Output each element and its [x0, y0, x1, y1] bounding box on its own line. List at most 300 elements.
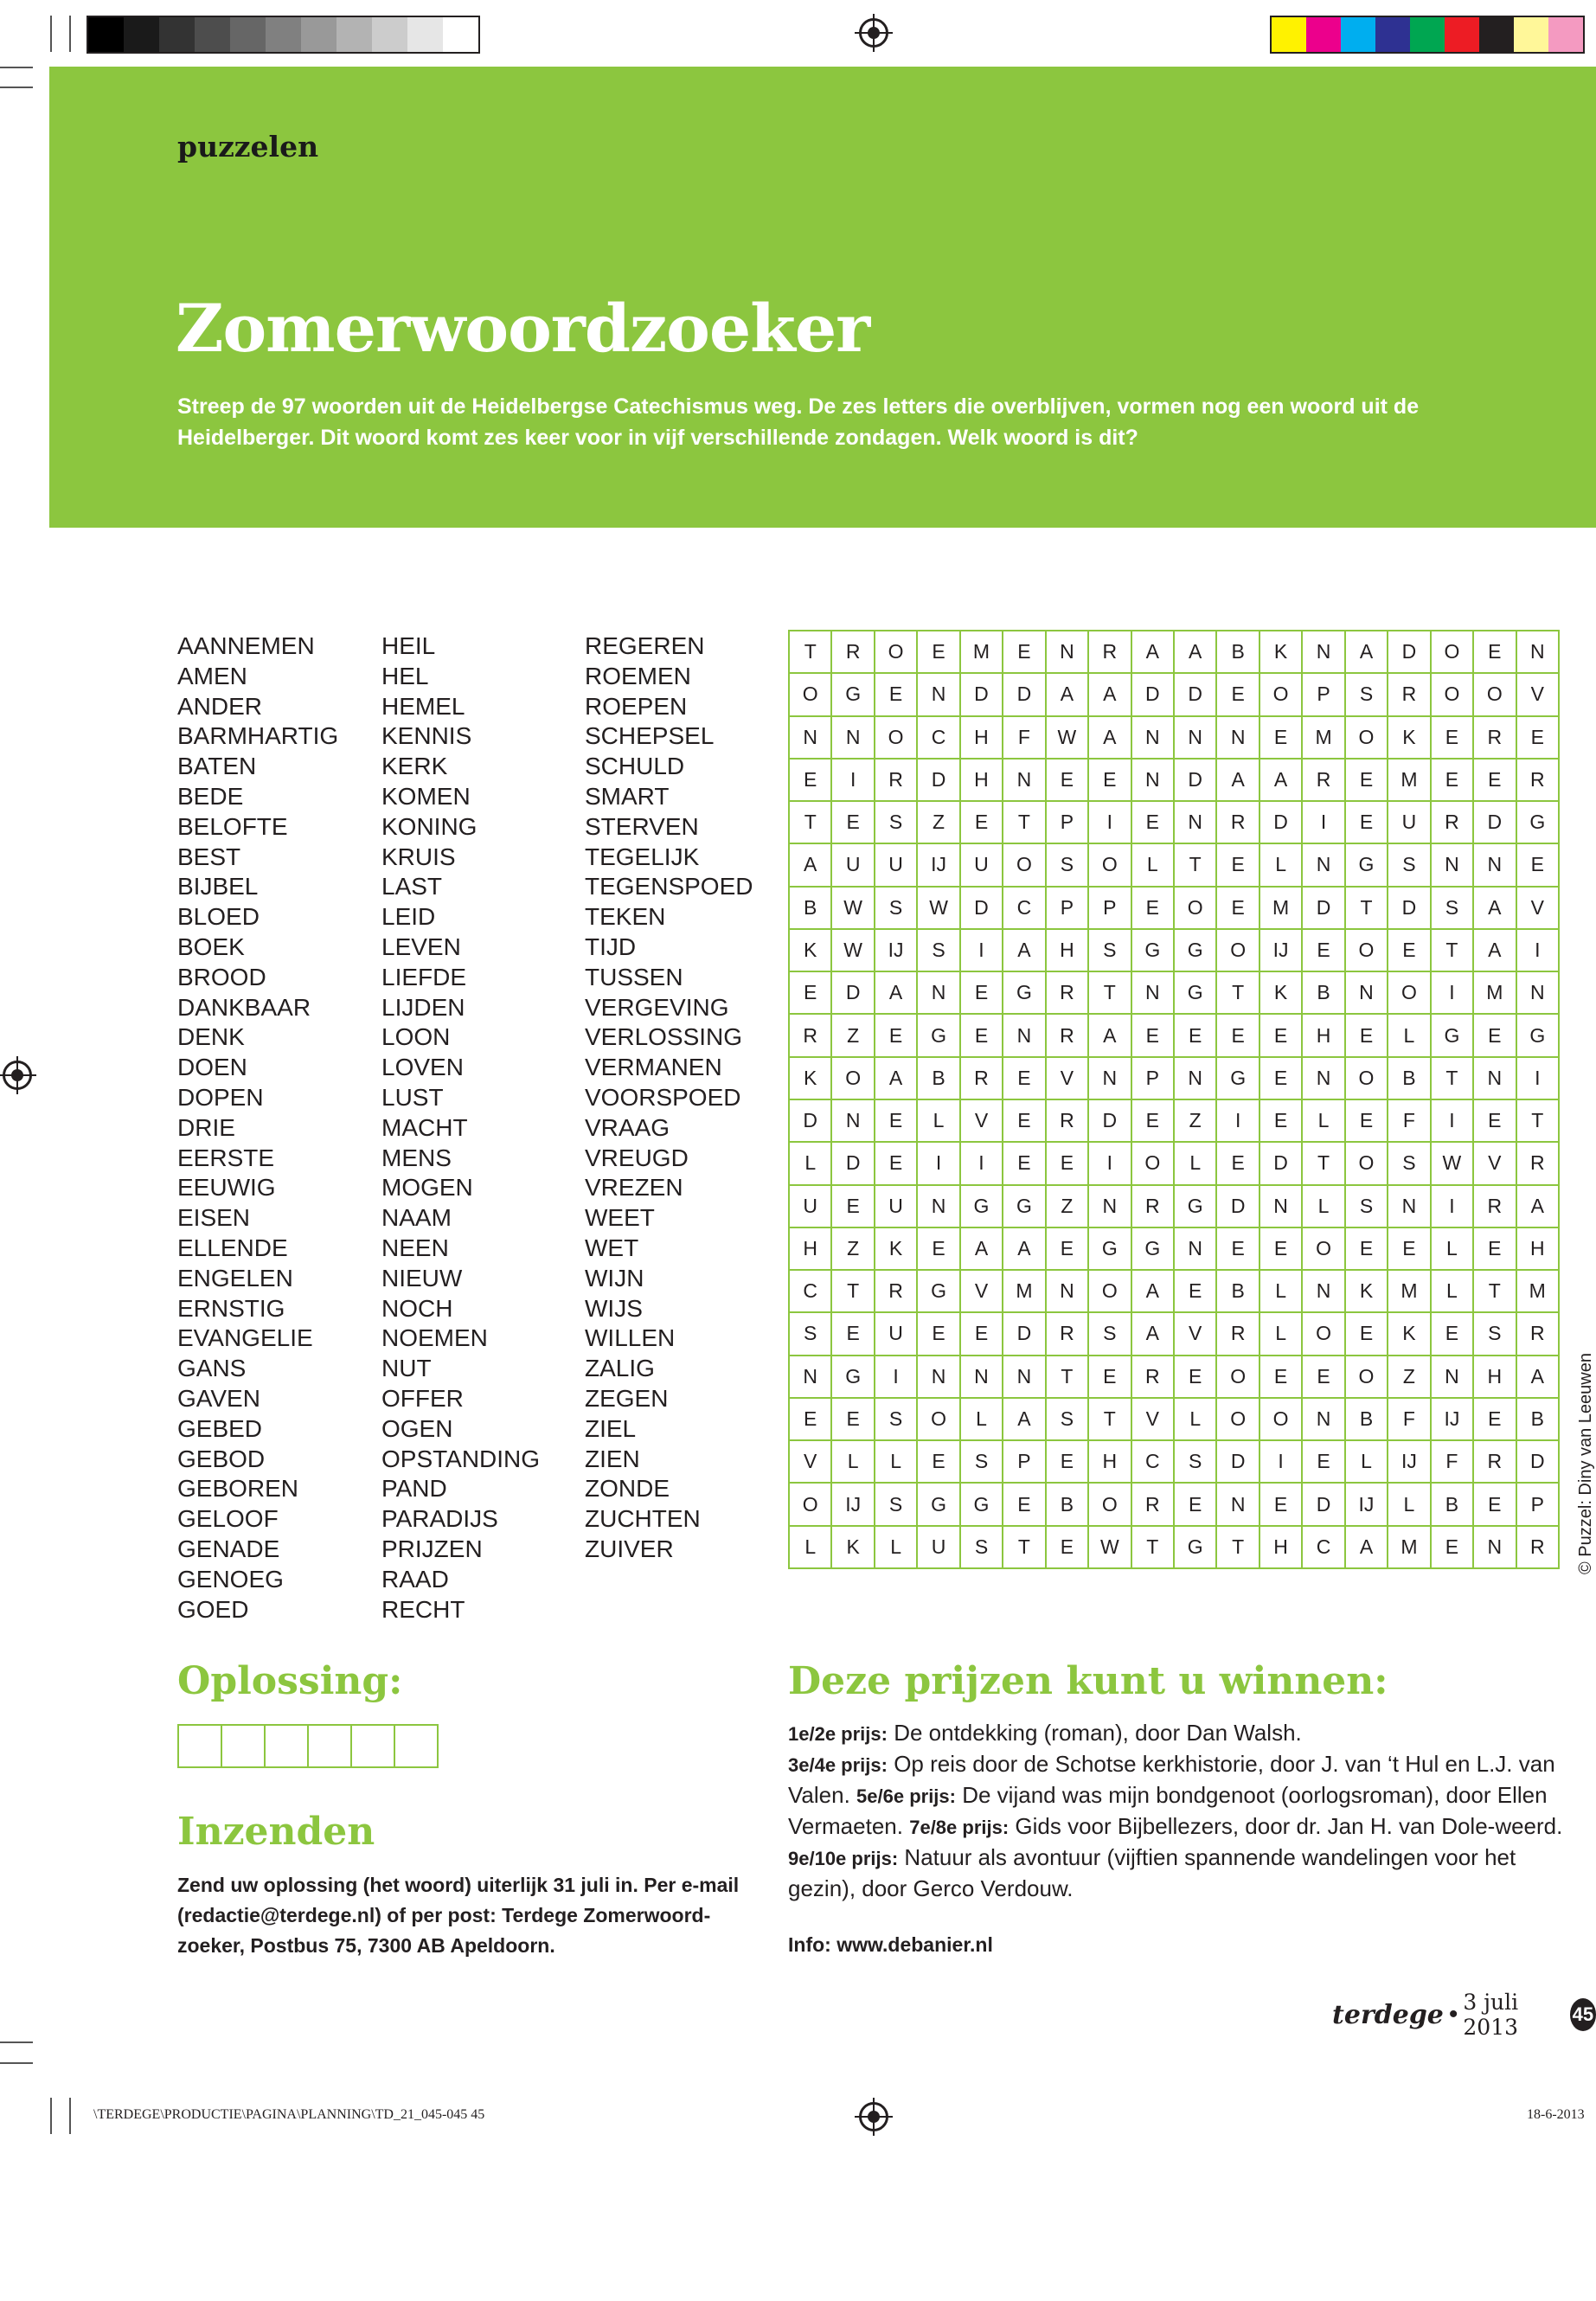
grid-cell: E: [1303, 1441, 1345, 1484]
crop-mark: [0, 2062, 33, 2064]
grid-cell: E: [1474, 760, 1516, 802]
grid-cell: E: [875, 1015, 918, 1057]
word-list-item: OPSTANDING: [381, 1445, 541, 1472]
grid-cell: R: [875, 760, 918, 802]
grid-cell: D: [1474, 802, 1516, 844]
word-list-item: ROEPEN: [585, 692, 688, 720]
word-list-item: WEET: [585, 1204, 655, 1232]
grid-cell: I: [1260, 1441, 1303, 1484]
grid-cell: E: [1175, 1271, 1217, 1313]
word-list-item: DOPEN: [177, 1083, 264, 1111]
grid-cell: V: [961, 1271, 1003, 1313]
grid-cell: U: [875, 844, 918, 887]
word-list-item: PAND: [381, 1475, 447, 1503]
word-list-item: EERSTE: [177, 1144, 275, 1171]
grid-cell: E: [1175, 1356, 1217, 1399]
grid-cell: P: [1047, 888, 1089, 930]
word-list-item: GANS: [177, 1355, 247, 1382]
grid-cell: E: [1047, 1143, 1089, 1185]
word-list-item: TEGENSPOED: [585, 873, 753, 901]
grid-cell: E: [961, 1015, 1003, 1057]
grid-cell: P: [1132, 1058, 1175, 1100]
prize-label: 9e/10e prijs:: [788, 1848, 899, 1869]
grid-cell: A: [1003, 1399, 1046, 1441]
word-list-item: BROOD: [177, 963, 266, 990]
grid-cell: T: [1432, 1058, 1474, 1100]
word-list-item: BEDE: [177, 782, 244, 810]
grid-cell: N: [1260, 1186, 1303, 1228]
grid-cell: R: [1217, 802, 1259, 844]
registration-mark-icon: [3, 1061, 32, 1090]
grid-cell: F: [1003, 717, 1046, 760]
grid-cell: O: [1303, 1313, 1345, 1356]
grid-cell: E: [790, 760, 832, 802]
grid-cell: E: [1175, 1015, 1217, 1057]
page-footer: [1332, 1990, 1596, 2040]
color-swatch: [407, 17, 443, 52]
grid-cell: I: [832, 760, 875, 802]
color-swatch: [1514, 17, 1548, 52]
grid-cell: L: [1432, 1228, 1474, 1271]
page-number: 45: [1570, 1998, 1596, 2031]
grid-cell: E: [1003, 1058, 1046, 1100]
grid-cell: E: [1260, 1228, 1303, 1271]
word-list-item: DENK: [177, 1023, 245, 1051]
grid-cell: E: [1089, 1356, 1131, 1399]
color-swatch: [372, 17, 407, 52]
grid-cell: A: [961, 1228, 1003, 1271]
grid-cell: G: [1089, 1228, 1131, 1271]
grid-cell: H: [961, 760, 1003, 802]
color-swatch: [1375, 17, 1410, 52]
grid-cell: A: [1089, 674, 1131, 716]
color-swatch: [230, 17, 266, 52]
grid-cell: N: [1003, 1015, 1046, 1057]
grid-cell: K: [1260, 631, 1303, 674]
grid-cell: S: [1388, 1143, 1431, 1185]
word-list-item: ZUCHTEN: [585, 1505, 701, 1533]
word-list-item: KRUIS: [381, 843, 456, 870]
word-list-item: OFFER: [381, 1384, 464, 1412]
grid-cell: D: [832, 972, 875, 1015]
grid-cell: N: [1089, 1186, 1131, 1228]
grid-cell: N: [1132, 760, 1175, 802]
solution-boxes: [177, 1724, 439, 1768]
grid-cell: D: [1175, 674, 1217, 716]
grid-cell: E: [961, 802, 1003, 844]
grid-cell: R: [1303, 760, 1345, 802]
grid-cell: A: [1260, 760, 1303, 802]
grid-cell: IJ: [1388, 1441, 1431, 1484]
crop-mark: [50, 16, 52, 52]
grid-cell: A: [1517, 1186, 1560, 1228]
grid-cell: O: [1432, 674, 1474, 716]
word-list-item: ENGELEN: [177, 1264, 293, 1292]
grid-cell: T: [1089, 1399, 1131, 1441]
word-list-item: TUSSEN: [585, 963, 683, 990]
grid-cell: E: [1474, 1228, 1516, 1271]
grid-cell: W: [832, 888, 875, 930]
grid-cell: U: [918, 1527, 960, 1569]
grid-cell: O: [790, 674, 832, 716]
grid-cell: S: [1089, 1313, 1131, 1356]
grid-cell: L: [1388, 1015, 1431, 1057]
grid-cell: O: [1346, 930, 1388, 972]
grid-cell: E: [1217, 674, 1259, 716]
grid-cell: G: [961, 1484, 1003, 1526]
footer-separator: •: [1448, 2000, 1458, 2029]
grid-cell: B: [1303, 972, 1345, 1015]
grid-cell: O: [875, 717, 918, 760]
grid-cell: Z: [832, 1228, 875, 1271]
grid-cell: A: [1132, 1313, 1175, 1356]
grid-cell: L: [875, 1527, 918, 1569]
grid-cell: D: [961, 888, 1003, 930]
word-list-item: NEEN: [381, 1234, 449, 1261]
grid-cell: T: [1346, 888, 1388, 930]
grid-cell: N: [1047, 631, 1089, 674]
word-list-item: LAST: [381, 873, 443, 901]
word-list-item: ANDER: [177, 692, 263, 720]
grid-cell: D: [1217, 1186, 1259, 1228]
prize-text: De ontdekking (roman), door Dan Walsh.: [894, 1720, 1302, 1746]
grid-cell: E: [1132, 888, 1175, 930]
grid-cell: S: [918, 930, 960, 972]
word-list-item: REGEREN: [585, 632, 705, 659]
word-list-item: SMART: [585, 782, 670, 810]
grid-cell: T: [1303, 1143, 1345, 1185]
color-swatch: [195, 17, 230, 52]
grid-cell: C: [918, 717, 960, 760]
grid-cell: N: [1474, 844, 1516, 887]
word-list-item: AANNEMEN: [177, 632, 315, 659]
word-list-item: BLOED: [177, 903, 260, 931]
grid-cell: D: [1217, 1441, 1259, 1484]
grid-cell: E: [1132, 1015, 1175, 1057]
grid-cell: D: [1260, 802, 1303, 844]
word-list-item: ZEGEN: [585, 1384, 669, 1412]
grid-cell: L: [790, 1527, 832, 1569]
word-list-item: HEIL: [381, 632, 436, 659]
solution-letter-box[interactable]: [266, 1726, 309, 1766]
grid-cell: E: [1003, 631, 1046, 674]
grid-cell: S: [1047, 844, 1089, 887]
grid-cell: E: [1175, 1484, 1217, 1526]
color-swatch: [1548, 17, 1583, 52]
grid-cell: I: [1517, 1058, 1560, 1100]
word-list-item: LOVEN: [381, 1054, 464, 1081]
grid-cell: L: [1260, 1313, 1303, 1356]
word-list-item: ERNSTIG: [177, 1294, 285, 1322]
grid-cell: E: [1432, 717, 1474, 760]
grid-cell: N: [1303, 631, 1345, 674]
prize-text: Op reis door de Schotse kerkhistorie, door J. van ‘t Hul en L.J. van Valen.: [788, 1751, 1555, 1808]
brand-logo: terdege: [1332, 1999, 1444, 2030]
grid-cell: R: [790, 1015, 832, 1057]
grid-cell: E: [1003, 1100, 1046, 1143]
grid-cell: I: [961, 1143, 1003, 1185]
grid-cell: M: [1303, 717, 1345, 760]
word-list-item: VERMANEN: [585, 1054, 722, 1081]
grid-cell: O: [1003, 844, 1046, 887]
grid-cell: S: [1047, 1399, 1089, 1441]
grid-cell: G: [961, 1186, 1003, 1228]
grid-cell: A: [1003, 1228, 1046, 1271]
grid-cell: IJ: [918, 844, 960, 887]
color-swatch: [88, 17, 124, 52]
word-list-item: VOORSPOED: [585, 1083, 741, 1111]
word-list-item: NAAM: [381, 1204, 452, 1232]
grid-cell: N: [1388, 1186, 1431, 1228]
word-list-item: SCHEPSEL: [585, 722, 715, 750]
grid-cell: V: [1517, 888, 1560, 930]
solution-letter-box[interactable]: [352, 1726, 395, 1766]
word-list-item: GELOOF: [177, 1505, 279, 1533]
grid-cell: N: [1303, 1058, 1345, 1100]
prizes-heading: Deze prijzen kunt u winnen:: [788, 1659, 1388, 1703]
word-list-item: GOED: [177, 1595, 249, 1623]
grid-cell: U: [832, 844, 875, 887]
word-list-item: LEVEN: [381, 933, 461, 960]
grid-cell: E: [1432, 1313, 1474, 1356]
grid-cell: B: [790, 888, 832, 930]
grid-cell: W: [1432, 1143, 1474, 1185]
grid-cell: S: [1432, 888, 1474, 930]
word-list-item: KENNIS: [381, 722, 472, 750]
grid-cell: T: [1217, 1527, 1259, 1569]
grid-cell: S: [961, 1527, 1003, 1569]
grid-cell: L: [1260, 844, 1303, 887]
word-list-column-2: [381, 631, 585, 1625]
crop-mark: [69, 16, 71, 52]
grid-cell: D: [918, 760, 960, 802]
solution-letter-box[interactable]: [309, 1726, 352, 1766]
grid-cell: L: [1132, 844, 1175, 887]
grid-cell: V: [1474, 1143, 1516, 1185]
grid-cell: K: [1260, 972, 1303, 1015]
grid-cell: A: [1003, 930, 1046, 972]
grid-cell: E: [832, 1186, 875, 1228]
grid-cell: O: [1303, 1228, 1345, 1271]
word-list-item: VRAAG: [585, 1113, 670, 1141]
grid-cell: V: [1175, 1313, 1217, 1356]
grid-cell: N: [918, 674, 960, 716]
grid-cell: T: [832, 1271, 875, 1313]
grid-cell: E: [1388, 930, 1431, 972]
word-list-item: GEBOD: [177, 1445, 266, 1472]
color-swatch: [1341, 17, 1375, 52]
grid-cell: E: [832, 802, 875, 844]
grid-cell: E: [1217, 844, 1259, 887]
word-list-item: LOON: [381, 1023, 451, 1051]
grid-cell: R: [1474, 1441, 1516, 1484]
intro-text: Streep de 97 woorden uit de Heidelbergse Catechismus weg. De zes letters die overblijven, vormen nog een woord uit de Heidelberger. Dit woord komt zes keer voor in vijf verschillende zondagen. Welk woord is dit?: [177, 394, 1420, 450]
grid-cell: S: [875, 1484, 918, 1526]
prize-label: 7e/8e prijs:: [909, 1817, 1010, 1838]
grid-cell: M: [1388, 1271, 1431, 1313]
grid-cell: H: [1474, 1356, 1516, 1399]
grid-cell: L: [1260, 1271, 1303, 1313]
grey-scale-bar: [87, 16, 480, 54]
grid-cell: T: [1089, 972, 1131, 1015]
grid-cell: N: [1003, 760, 1046, 802]
grid-cell: W: [918, 888, 960, 930]
grid-cell: G: [918, 1484, 960, 1526]
color-swatch: [1445, 17, 1479, 52]
grid-cell: O: [1260, 674, 1303, 716]
grid-cell: I: [918, 1143, 960, 1185]
prize-text: De vijand was mijn bondgenoot (oorlogsroman), door Ellen Vermaeten.: [788, 1782, 1548, 1839]
grid-cell: U: [875, 1186, 918, 1228]
word-list-item: PARADIJS: [381, 1505, 498, 1533]
grid-cell: E: [1260, 1058, 1303, 1100]
grid-cell: V: [1047, 1058, 1089, 1100]
grid-cell: L: [918, 1100, 960, 1143]
grid-cell: C: [790, 1271, 832, 1313]
grid-cell: K: [1388, 1313, 1431, 1356]
word-list-column-1: [177, 631, 381, 1625]
word-list-item: ZIEN: [585, 1445, 640, 1472]
grid-cell: S: [790, 1313, 832, 1356]
grid-cell: T: [790, 802, 832, 844]
grid-cell: D: [1260, 1143, 1303, 1185]
info-link[interactable]: Info: www.debanier.nl: [788, 1933, 993, 1956]
grid-cell: R: [1432, 802, 1474, 844]
prize-label: 3e/4e prijs:: [788, 1754, 888, 1776]
word-list-item: KOMEN: [381, 782, 471, 810]
color-swatch: [159, 17, 195, 52]
word-list-item: GENOEG: [177, 1565, 284, 1593]
grid-cell: U: [790, 1186, 832, 1228]
grid-cell: O: [1089, 844, 1131, 887]
grid-cell: N: [1303, 1271, 1345, 1313]
solution-letter-box[interactable]: [395, 1726, 439, 1766]
grid-cell: N: [1474, 1058, 1516, 1100]
grid-cell: R: [1132, 1356, 1175, 1399]
grid-cell: E: [875, 674, 918, 716]
grid-cell: Z: [832, 1015, 875, 1057]
grid-cell: O: [832, 1058, 875, 1100]
grid-cell: C: [1003, 888, 1046, 930]
grid-cell: S: [875, 888, 918, 930]
grid-cell: T: [790, 631, 832, 674]
grid-cell: R: [1474, 717, 1516, 760]
grid-cell: D: [1003, 1313, 1046, 1356]
grid-cell: O: [1089, 1484, 1131, 1526]
grid-cell: S: [1346, 674, 1388, 716]
grid-cell: G: [918, 1015, 960, 1057]
grid-cell: B: [1517, 1399, 1560, 1441]
solution-letter-box[interactable]: [222, 1726, 266, 1766]
grid-cell: B: [1047, 1484, 1089, 1526]
grid-cell: O: [918, 1399, 960, 1441]
grid-cell: G: [1217, 1058, 1259, 1100]
grid-cell: F: [1432, 1441, 1474, 1484]
registration-mark-icon: [859, 2102, 888, 2131]
print-slug-date: 18-6-2013: [1527, 2107, 1585, 2122]
grid-cell: E: [1474, 1484, 1516, 1526]
grid-cell: M: [1388, 760, 1431, 802]
grid-cell: N: [1346, 972, 1388, 1015]
grid-cell: E: [1217, 1015, 1259, 1057]
grid-cell: N: [1517, 631, 1560, 674]
grid-cell: E: [1260, 717, 1303, 760]
puzzle-credit: © Puzzel: Diny van Leeuwen: [1576, 1353, 1595, 1574]
grid-cell: T: [1132, 1527, 1175, 1569]
grid-cell: N: [832, 717, 875, 760]
grid-cell: N: [1517, 972, 1560, 1015]
grid-cell: N: [1132, 717, 1175, 760]
word-list-item: MACHT: [381, 1113, 468, 1141]
grid-cell: P: [1517, 1484, 1560, 1526]
grid-cell: O: [1346, 1143, 1388, 1185]
word-list-item: BARMHARTIG: [177, 722, 339, 750]
grid-cell: G: [832, 1356, 875, 1399]
grid-cell: R: [1388, 674, 1431, 716]
crop-mark: [0, 67, 33, 68]
grid-cell: M: [1388, 1527, 1431, 1569]
grid-cell: E: [1132, 1100, 1175, 1143]
grid-cell: R: [1047, 1100, 1089, 1143]
grid-cell: B: [1432, 1484, 1474, 1526]
grid-cell: R: [832, 631, 875, 674]
grid-cell: A: [1346, 631, 1388, 674]
grid-cell: L: [832, 1441, 875, 1484]
grid-cell: E: [1047, 1441, 1089, 1484]
grid-cell: R: [1474, 1186, 1516, 1228]
grid-cell: B: [1346, 1399, 1388, 1441]
grid-cell: H: [1260, 1527, 1303, 1569]
grid-cell: L: [1303, 1100, 1345, 1143]
grid-cell: IJ: [1260, 930, 1303, 972]
grid-cell: I: [1432, 1186, 1474, 1228]
grid-cell: E: [1474, 1015, 1516, 1057]
word-list-item: TEKEN: [585, 903, 666, 931]
grid-cell: L: [1432, 1271, 1474, 1313]
issue-date: 3 juli 2013: [1463, 1990, 1519, 2040]
grid-cell: N: [790, 1356, 832, 1399]
grid-cell: Z: [918, 802, 960, 844]
grid-cell: R: [875, 1271, 918, 1313]
word-list-item: WET: [585, 1234, 639, 1261]
grid-cell: V: [1517, 674, 1560, 716]
grid-cell: W: [832, 930, 875, 972]
word-list-item: GENADE: [177, 1535, 280, 1562]
grid-cell: K: [1346, 1271, 1388, 1313]
grid-cell: N: [1132, 972, 1175, 1015]
word-list-item: MENS: [381, 1144, 452, 1171]
grid-cell: K: [790, 930, 832, 972]
prize-label: 5e/6e prijs:: [856, 1785, 956, 1807]
color-swatch: [1306, 17, 1341, 52]
grid-cell: A: [1474, 888, 1516, 930]
solution-letter-box[interactable]: [179, 1726, 222, 1766]
grid-cell: D: [1517, 1441, 1560, 1484]
grid-cell: E: [1517, 844, 1560, 887]
grid-cell: E: [1517, 717, 1560, 760]
grid-cell: D: [1175, 760, 1217, 802]
grid-cell: E: [1432, 760, 1474, 802]
grid-cell: D: [1388, 888, 1431, 930]
grid-cell: I: [1432, 1100, 1474, 1143]
color-swatch: [1479, 17, 1514, 52]
grid-cell: D: [832, 1143, 875, 1185]
grid-cell: L: [961, 1399, 1003, 1441]
grid-cell: E: [1303, 1356, 1345, 1399]
grid-cell: I: [1089, 1143, 1131, 1185]
grid-cell: N: [1089, 1058, 1131, 1100]
grid-cell: H: [1089, 1441, 1131, 1484]
